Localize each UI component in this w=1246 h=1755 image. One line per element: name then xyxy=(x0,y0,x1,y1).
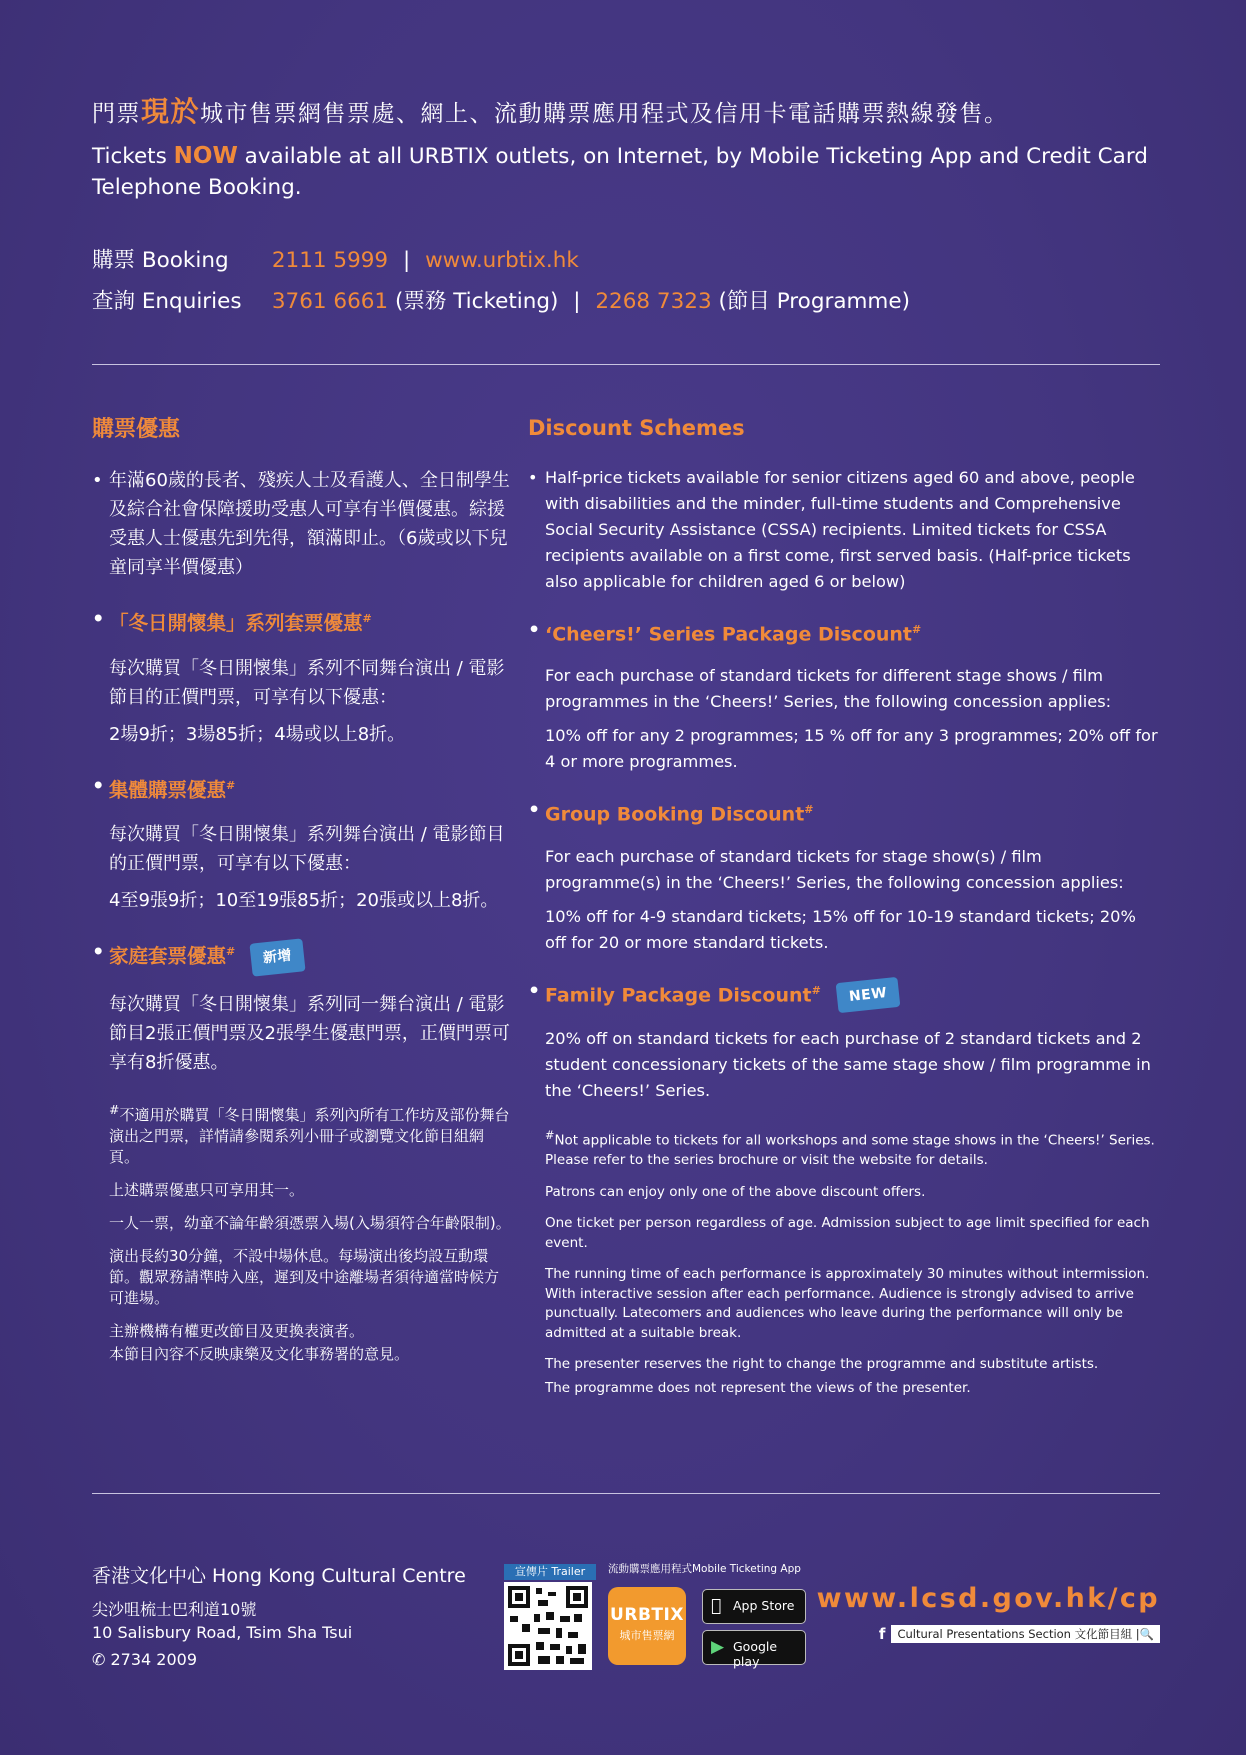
new-badge-en: NEW xyxy=(835,977,900,1013)
new-badge-zh: 新增 xyxy=(250,938,306,976)
sale-zh-pre: 門票 xyxy=(92,101,141,127)
venue-phone-number: 2734 2009 xyxy=(110,1650,198,1669)
booking-row: 購票 Booking 2111 5999 | www.urbtix.hk xyxy=(92,240,910,281)
package-discount-desc-en: For each purchase of standard tickets for different stage shows / film programmes in the ‘Cheers!’ Series, the following concession applies: xyxy=(545,666,1112,712)
note-presenter-rights-zh: 主辦機構有權更改節目及更換表演者。 xyxy=(109,1321,365,1340)
note-running-time-en: The running time of each performance is approximately 30 minutes without intermission. With interactive session after each performance. Audience is strongly advised to arrive punctually. Latecomers and audiences who leave during the performance will only be admitted at a suitable break. xyxy=(545,1266,1150,1341)
booking-phone[interactable]: 2111 5999 xyxy=(271,248,389,273)
ticket-sale-header xyxy=(92,95,1162,203)
group-discount-title-en: • Group Booking Discount# xyxy=(528,797,1161,827)
enquiries-programme-note: (節目 Programme) xyxy=(718,289,910,314)
enquiries-programme-phone[interactable]: 2268 7323 xyxy=(595,289,712,314)
notes-en xyxy=(528,1126,1161,1398)
venue-phone[interactable] xyxy=(92,1648,466,1671)
facebook-bar[interactable] xyxy=(879,1625,1160,1643)
trailer-qr[interactable] xyxy=(504,1564,596,1670)
search-icon: |🔍 xyxy=(1135,1627,1154,1641)
enquiries-label: 查詢 Enquiries xyxy=(92,289,242,314)
sale-notice-zh xyxy=(92,95,1162,131)
play-icon: ▶ xyxy=(711,1637,725,1657)
note-ticket-per-person-en: One ticket per person regardless of age. Admission subject to age limit specified for each event. xyxy=(545,1215,1150,1251)
group-discount-rates-zh: 4至9張9折；10至19張85折；20張或以上8折。 xyxy=(109,890,499,911)
footer xyxy=(92,1555,1160,1725)
group-discount-desc-en: For each purchase of standard tickets for stage show(s) / film programme(s) in the ‘Cheers!’ Series, the following concession applies: xyxy=(545,846,1124,892)
note-running-time-zh: 演出長約30分鐘，不設中場休息。每場演出後均設互動環節。觀眾務請準時入座，遲到及中途離場者須待適當時候方可進場。 xyxy=(109,1246,500,1307)
sale-notice-en xyxy=(92,141,1162,203)
facebook-icon: f xyxy=(878,1625,886,1643)
trailer-label: 宣傳片 Trailer xyxy=(504,1564,596,1580)
venue-name: 香港文化中心 Hong Kong Cultural Centre xyxy=(92,1565,466,1587)
note-views-en: The programme does not represent the views of the presenter. xyxy=(545,1379,971,1396)
sale-en-now: NOW xyxy=(173,143,238,169)
package-discount-title-zh: • 「冬日開懷集」系列套票優惠# xyxy=(92,604,512,638)
package-discount-title-en: • ‘Cheers!’ Series Package Discount# xyxy=(528,617,1161,647)
note-exclusion-zh: #不適用於購買「冬日開懷集」系列內所有工作坊及部份舞台演出之門票，詳情請參閱系列小冊子或瀏覽文化節目組網頁。 xyxy=(109,1101,510,1166)
package-discount-desc-zh: 每次購買「冬日開懷集」系列不同舞台演出 / 電影節目的正價門票，可享有以下優惠： xyxy=(109,657,505,708)
group-discount-desc-zh: 每次購買「冬日開懷集」系列舞台演出 / 電影節目的正價門票，可享有以下優惠： xyxy=(109,824,505,874)
google-play-button[interactable] xyxy=(702,1630,806,1669)
sale-en-pre: Tickets xyxy=(92,144,174,169)
package-discount-rates-en: 10% off for any 2 programmes; 15 % off for any 3 programmes; 20% off for 4 or more programmes. xyxy=(545,726,1158,772)
enquiries-row: 查詢 Enquiries 3761 6661 (票務 Ticketing) | 2268 7323 (節目 Programme) xyxy=(92,281,910,322)
group-discount-title-zh: • 集體購票優惠# xyxy=(92,771,512,805)
note-exclusion-en: #Not applicable to tickets for all workshops and some stage shows in the ‘Cheers!’ Series. Please refer to the series brochure or visit the website for details. xyxy=(545,1129,1155,1169)
sale-en-post: available at all URBTIX outlets, on Internet, by Mobile Ticketing App and Credit Card Telephone Booking. xyxy=(92,144,1148,200)
sale-zh-now: 現於 xyxy=(141,95,201,128)
booking-website-link[interactable]: www.urbtix.hk xyxy=(425,248,579,273)
facebook-search-box[interactable] xyxy=(891,1625,1160,1643)
discount-title-zh: 購票優惠 xyxy=(92,417,181,442)
package-discount-rates-zh: 2場9折；3場85折；4場或以上8折。 xyxy=(109,723,406,745)
family-discount-title-en: • Family Package Discount# NEW xyxy=(528,978,1161,1011)
urbtix-name-zh: 城市售票網 xyxy=(619,1629,675,1642)
discount-title-en: Discount Schemes xyxy=(528,416,745,440)
app-store-button[interactable] xyxy=(702,1589,806,1624)
apple-icon xyxy=(711,1596,721,1616)
note-one-offer-en: Patrons can enjoy only one of the above discount offers. xyxy=(545,1183,926,1200)
note-ticket-per-person-zh: 一人一票，幼童不論年齡須憑票入場(入場須符合年齡限制)。 xyxy=(109,1213,511,1232)
discount-column-zh xyxy=(92,415,512,1377)
booking-label: 購票 Booking xyxy=(92,248,229,273)
sale-zh-post: 城市售票網售票處、網上、流動購票應用程式及信用卡電話購票熱線發售。 xyxy=(200,101,1009,127)
google-play-label: Google play xyxy=(733,1639,778,1669)
family-discount-desc-zh: 每次購買「冬日開懷集」系列同一舞台演出 / 電影節目2張正價門票及2張學生優惠門票，正價門票可享有8折優惠。 xyxy=(109,993,510,1073)
group-discount-rates-en: 10% off for 4-9 standard tickets; 15% off for 10-19 standard tickets; 20% off for 20 or more standard tickets. xyxy=(545,906,1136,952)
note-views-zh: 本節目內容不反映康樂及文化事務署的意見。 xyxy=(109,1344,410,1363)
notes-zh xyxy=(92,1099,512,1365)
booking-info xyxy=(92,240,910,322)
family-discount-desc-en: 20% off on standard tickets for each purchase of 2 standard tickets and 2 student concessionary tickets of the same stage show / film programme in the ‘Cheers!’ Series. xyxy=(545,1029,1151,1101)
discount-column-en xyxy=(528,415,1161,1410)
lcsd-website-link[interactable]: www.lcsd.gov.hk/cp xyxy=(816,1583,1160,1614)
discount-intro-zh: • 年滿60歲的長者、殘疾人士及看護人、全日制學生及綜合社會保障援助受惠人可享有半價優惠。綜援受惠人士優惠先到先得，額滿即止。（6歲或以下兒童同享半價優惠） xyxy=(92,466,512,582)
qr-code-icon[interactable] xyxy=(504,1582,592,1670)
urbtix-name: URBTIX xyxy=(610,1605,684,1625)
facebook-page-name: Cultural Presentations Section 文化節目組 xyxy=(897,1627,1133,1641)
enquiries-ticketing-note: (票務 Ticketing) xyxy=(394,289,559,314)
app-store-label: App Store xyxy=(733,1598,795,1613)
enquiries-ticketing-phone[interactable]: 3761 6661 xyxy=(271,289,389,314)
divider-bottom xyxy=(92,1493,1160,1494)
note-one-offer-zh: 上述購票優惠只可享用其一。 xyxy=(109,1180,305,1199)
venue-address-en: 10 Salisbury Road, Tsim Sha Tsui xyxy=(92,1623,353,1642)
mobile-app-label: 流動購票應用程式Mobile Ticketing App xyxy=(608,1563,801,1575)
discount-intro-en: • Half-price tickets available for senior citizens aged 60 and above, people with disabilities and the minder, full-time students and Comprehensive Social Security Assistance (CSSA) recipients. Limited tickets for CSSA recipients available on a first come, first served basis. (Half-price tickets also applicable for children aged 6 or below) xyxy=(528,465,1161,595)
divider-top xyxy=(92,364,1160,365)
phone-icon: ✆ xyxy=(92,1650,106,1669)
note-presenter-rights-en: The presenter reserves the right to change the programme and substitute artists. xyxy=(545,1356,1099,1373)
venue-info xyxy=(92,1561,466,1671)
urbtix-app-icon[interactable] xyxy=(608,1587,686,1665)
venue-address-zh: 尖沙咀梳士巴利道10號 xyxy=(92,1600,257,1619)
family-discount-title-zh: • 家庭套票優惠# 新增 xyxy=(92,937,512,974)
